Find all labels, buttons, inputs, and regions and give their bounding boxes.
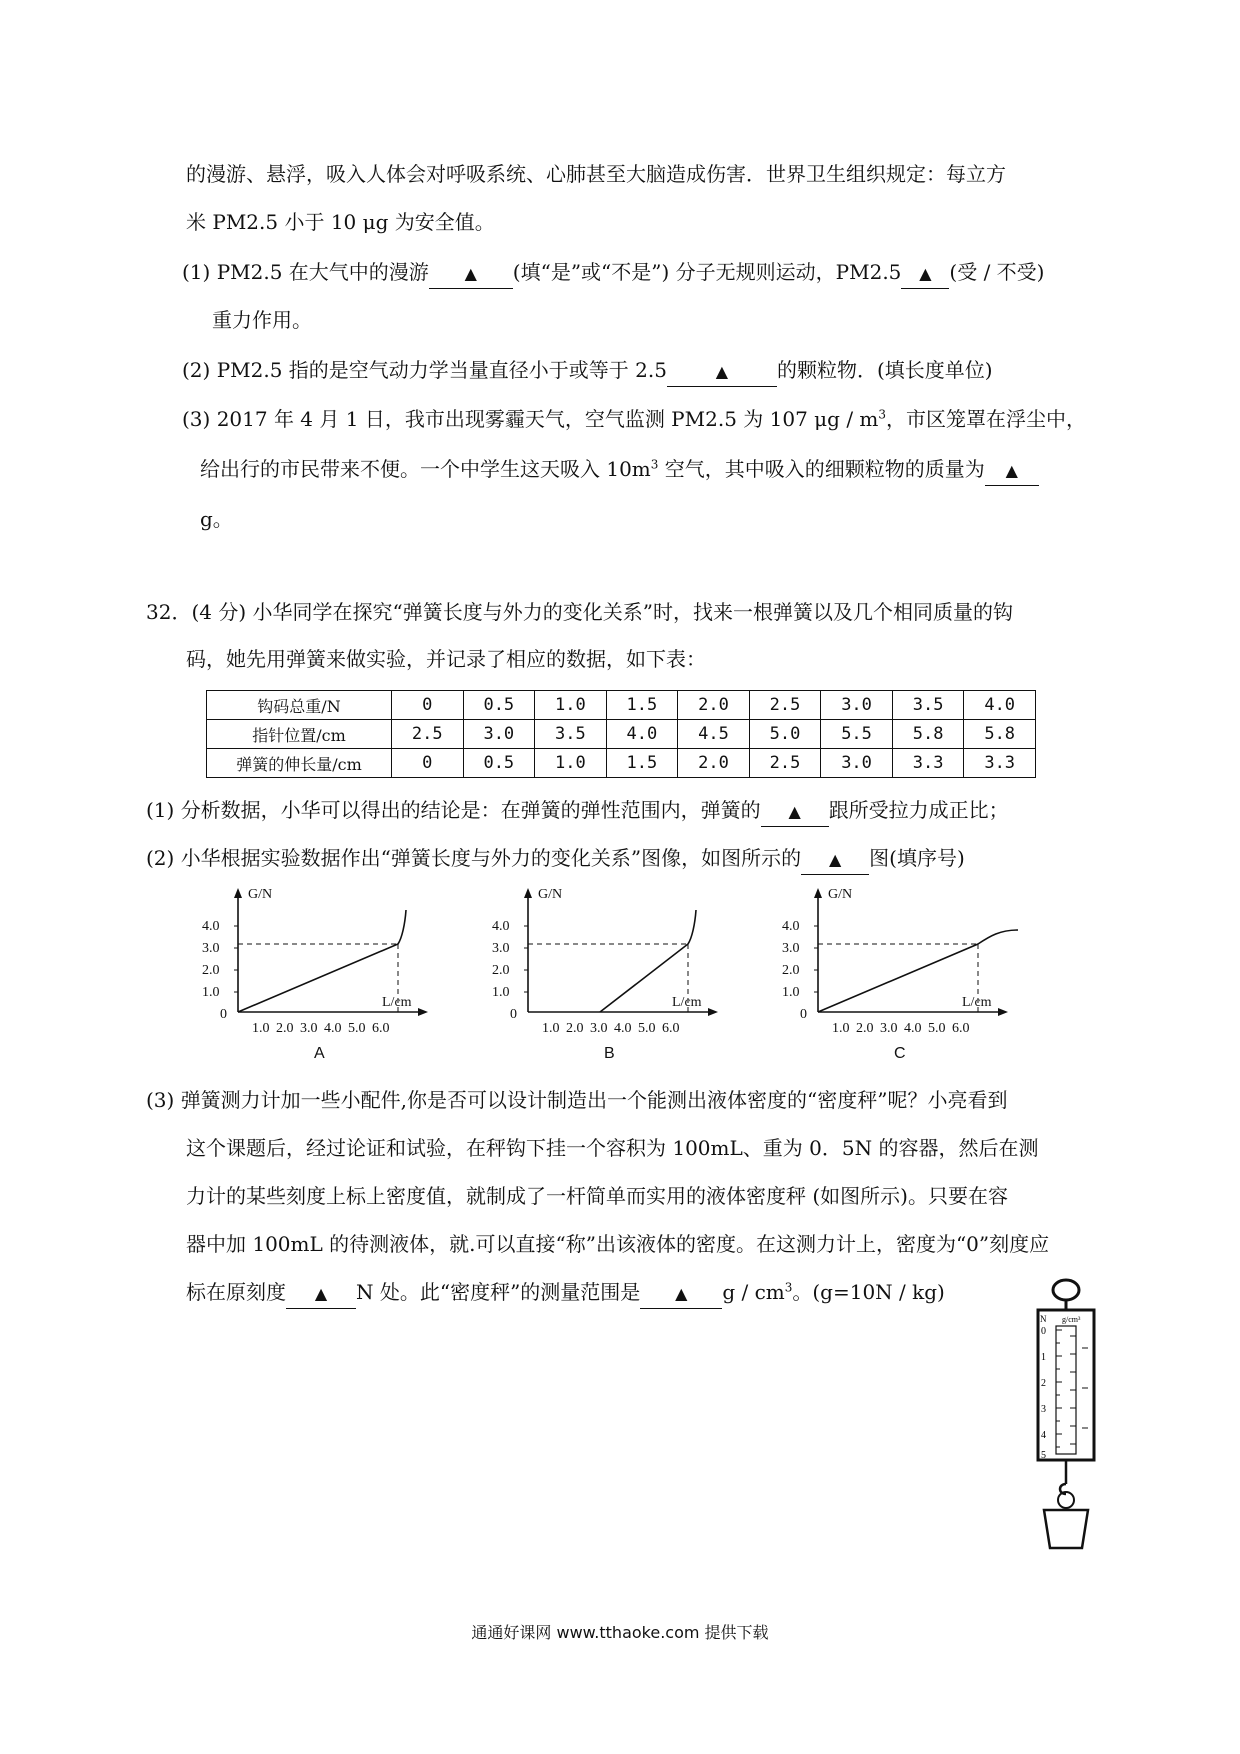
q32-part2-text-a: (2) 小华根据实验数据作出“弹簧长度与外力的变化关系”图像，如图所示的: [146, 846, 802, 870]
q32-blank-2[interactable]: [801, 844, 869, 875]
table-cell: 3.3: [964, 749, 1036, 778]
meter-scale-label: 2: [1041, 1378, 1046, 1389]
q32-intro-2: 码，她先用弹簧来做实验，并记录了相应的数据，如下表：: [186, 647, 706, 671]
q31-part2-text-b: 的颗粒物．(填长度单位): [776, 358, 993, 382]
table-cell: 1.0: [535, 691, 607, 720]
table-row: [207, 691, 1036, 720]
q32-blank-4[interactable]: [640, 1278, 722, 1309]
q32-part3-line5: [186, 1278, 945, 1309]
y-tick-label: 1.0: [492, 985, 510, 1000]
q32-part3-text-a: 标在原刻度: [186, 1280, 286, 1304]
meter-scale-label: 5: [1041, 1450, 1046, 1461]
row-header: 指针位置/cm: [207, 720, 392, 749]
table-cell: 0.5: [463, 691, 535, 720]
x-tick-label: 6.0: [952, 1021, 970, 1036]
table-cell: 2.5: [749, 749, 821, 778]
origin-label: 0: [800, 1007, 807, 1022]
origin-label: 0: [510, 1007, 517, 1022]
x-tick-label: 4.0: [324, 1021, 342, 1036]
q32-part3-line4: 器中加 100mL 的待测液体，就.可以直接“称”出该液体的密度。在这测力计上，密度为“0”刻度应: [186, 1232, 1050, 1256]
table-cell: 1.0: [535, 749, 607, 778]
y-tick-label: 4.0: [782, 919, 800, 934]
y-axis-label: G/N: [248, 887, 273, 902]
x-tick-label: 3.0: [590, 1021, 608, 1036]
graph-caption-a: A: [314, 1045, 325, 1062]
graph-a: [190, 882, 480, 1072]
y-axis-label: G/N: [538, 887, 563, 902]
x-tick-label: 6.0: [662, 1021, 680, 1036]
table-cell: 0: [392, 749, 464, 778]
y-tick-label: 2.0: [782, 963, 800, 978]
graph-b: [480, 882, 770, 1072]
y-axis-arrow-icon: [524, 888, 532, 898]
table-row: [207, 749, 1036, 778]
q32-intro-1: 32．(4 分) 小华同学在探究“弹簧长度与外力的变化关系”时，找来一根弹簧以及几个相同质量的钩: [146, 600, 1013, 624]
q31-part2-text-a: (2) PM2.5 指的是空气动力学当量直径小于或等于 2.5: [182, 358, 667, 382]
table-cell: 2.0: [678, 691, 750, 720]
x-axis-label: L/cm: [962, 995, 992, 1010]
q32-part3-line1: (3) 弹簧测力计加一些小配件,你是否可以设计制造出一个能测出液体密度的“密度秤”呢？小亮看到: [146, 1088, 1008, 1112]
graph-caption-c: C: [894, 1045, 906, 1062]
blank-triangle-icon: ▲: [919, 264, 932, 283]
x-axis-label: L/cm: [672, 995, 702, 1010]
table-cell: 3.5: [892, 691, 964, 720]
q31-part1-cont: 重力作用。: [212, 308, 312, 332]
table-cell: 3.0: [463, 720, 535, 749]
meter-scale-label: 4: [1041, 1430, 1046, 1441]
meter-scale-label: 3: [1041, 1404, 1046, 1415]
intro-line-1: 的漫游、悬浮，吸入人体会对呼吸系统、心肺甚至大脑造成伤害．世界卫生组织规定：每立方: [186, 162, 1006, 186]
q32-part1-text-a: (1) 分析数据，小华可以得出的结论是：在弹簧的弹性范围内，弹簧的: [146, 798, 761, 822]
q31-part3-line2: [200, 455, 1039, 486]
table-cell: 5.8: [964, 720, 1036, 749]
table-cell: 2.5: [392, 720, 464, 749]
x-tick-label: 3.0: [300, 1021, 318, 1036]
blank-triangle-icon: ▲: [1005, 461, 1018, 480]
q32-part3-sup: 3: [784, 1280, 793, 1295]
table-cell: 5.0: [749, 720, 821, 749]
table-cell: 5.8: [892, 720, 964, 749]
q31-part3-unit: g。: [200, 507, 233, 531]
graph-c: [770, 882, 1060, 1072]
x-axis-arrow-icon: [708, 1008, 718, 1016]
table-cell: 2.5: [749, 691, 821, 720]
y-tick-label: 2.0: [492, 963, 510, 978]
y-tick-label: 3.0: [492, 941, 510, 956]
q31-part3-text-a: (3) 2017 年 4 月 1 日，我市出现雾霾天气，空气监测 PM2.5 为 107 μg / m: [182, 407, 879, 431]
x-tick-label: 5.0: [928, 1021, 946, 1036]
blank-triangle-icon: ▲: [464, 264, 477, 283]
meter-scale-label: 0: [1041, 1326, 1046, 1337]
origin-label: 0: [220, 1007, 227, 1022]
q32-blank-3[interactable]: [286, 1278, 356, 1309]
q32-part1: [146, 796, 1009, 827]
q31-part3: [182, 405, 1086, 433]
table-cell: 3.3: [892, 749, 964, 778]
spring-data-table: [206, 690, 1036, 778]
q32-part3-text-d: 。(g=10N / kg): [792, 1280, 945, 1304]
q32-part3-line2: 这个课题后，经过论证和试验，在秤钩下挂一个容积为 100mL、重为 0．5N 的容器，然后在测: [186, 1136, 1039, 1160]
q31-part3-sup-a: 3: [878, 407, 887, 422]
q31-blank-3[interactable]: [667, 356, 777, 387]
q31-part1-text-a: (1) PM2.5 在大气中的漫游: [182, 260, 429, 284]
meter-scale-label: 1: [1041, 1352, 1046, 1363]
row-header: 弹簧的伸长量/cm: [207, 749, 392, 778]
q31-part1-text-c: (受 / 不受): [949, 260, 1045, 284]
table-cell: 1.5: [606, 691, 678, 720]
q32-part3-text-c: g / cm: [722, 1280, 785, 1304]
spring-curve-a: [238, 910, 406, 1012]
x-tick-label: 2.0: [566, 1021, 584, 1036]
q31-part3-sup-c: 3: [650, 457, 659, 472]
blank-triangle-icon: ▲: [675, 1284, 688, 1303]
q32-part2-text-b: 图(填序号): [869, 846, 965, 870]
y-tick-label: 4.0: [202, 919, 220, 934]
table-cell: 1.5: [606, 749, 678, 778]
y-tick-label: 1.0: [202, 985, 220, 1000]
meter-ticks: [1056, 1330, 1088, 1447]
y-tick-label: 4.0: [492, 919, 510, 934]
x-tick-label: 4.0: [614, 1021, 632, 1036]
x-axis-arrow-icon: [418, 1008, 428, 1016]
q32-part3-text-b: N 处。此“密度秤”的测量范围是: [356, 1280, 641, 1304]
x-axis-arrow-icon: [998, 1008, 1008, 1016]
q31-blank-4[interactable]: [985, 455, 1039, 486]
blank-triangle-icon: ▲: [314, 1284, 328, 1303]
table-cell: 2.0: [678, 749, 750, 778]
y-axis-label: G/N: [828, 887, 853, 902]
q32-part1-text-b: 跟所受拉力成正比；: [828, 798, 1009, 822]
q31-blank-1[interactable]: [429, 258, 513, 289]
q31-part1-text-b: (填“是”或“不是”) 分子无规则运动，PM2.5: [512, 260, 902, 284]
x-tick-label: 5.0: [638, 1021, 656, 1036]
y-tick-label: 1.0: [782, 985, 800, 1000]
table-cell: 3.0: [821, 749, 893, 778]
graph-caption-b: B: [604, 1045, 615, 1062]
y-tick-label: 2.0: [202, 963, 220, 978]
meter-right-unit: g/cm³: [1062, 1315, 1081, 1324]
q31-blank-2[interactable]: [901, 258, 949, 289]
x-tick-label: 2.0: [276, 1021, 294, 1036]
table-cell: 3.5: [535, 720, 607, 749]
table-row: [207, 720, 1036, 749]
intro-line-2: 米 PM2.5 小于 10 μg 为安全值。: [186, 210, 495, 234]
table-cell: 4.0: [964, 691, 1036, 720]
table-cell: 0.5: [463, 749, 535, 778]
q32-part3-line3: 力计的某些刻度上标上密度值，就制成了一杆简单而实用的液体密度秤 (如图所示)。只要在容: [186, 1184, 1008, 1208]
x-axis-label: L/cm: [382, 995, 412, 1010]
table-cell: 4.5: [678, 720, 750, 749]
table-cell: 4.0: [606, 720, 678, 749]
table-cell: 3.0: [821, 691, 893, 720]
x-tick-label: 4.0: [904, 1021, 922, 1036]
table-cell: 0: [392, 691, 464, 720]
density-meter-illustration: [1030, 1278, 1100, 1618]
row-header: 钩码总重/N: [207, 691, 392, 720]
y-tick-label: 3.0: [782, 941, 800, 956]
x-tick-label: 1.0: [542, 1021, 560, 1036]
q31-part3-text-b: ，市区笼罩在浮尘中，: [886, 407, 1087, 431]
q32-part2: [146, 844, 965, 875]
q31-part3-text-c: 给出行的市民带来不便。一个中学生这天吸入 10m: [200, 457, 651, 481]
x-tick-label: 1.0: [252, 1021, 270, 1036]
x-tick-label: 3.0: [880, 1021, 898, 1036]
x-tick-label: 2.0: [856, 1021, 874, 1036]
blank-triangle-icon: ▲: [828, 850, 842, 869]
blank-triangle-icon: ▲: [788, 802, 801, 821]
y-axis-arrow-icon: [234, 888, 242, 898]
q32-blank-1[interactable]: [761, 796, 829, 827]
x-tick-label: 1.0: [832, 1021, 850, 1036]
meter-ring-icon: [1053, 1280, 1079, 1300]
y-axis-arrow-icon: [814, 888, 822, 898]
page-footer: 通通好课网 www.tthaoke.com 提供下载: [471, 1623, 769, 1642]
q31-part3-text-d: 空气，其中吸入的细颗粒物的质量为: [658, 457, 985, 481]
table-cell: 5.5: [821, 720, 893, 749]
q31-part2: [182, 356, 993, 387]
blank-triangle-icon: ▲: [715, 362, 729, 381]
q31-part1: [182, 258, 1044, 289]
y-tick-label: 3.0: [202, 941, 220, 956]
x-tick-label: 5.0: [348, 1021, 366, 1036]
meter-body: [1038, 1310, 1094, 1460]
container-cup-icon: [1044, 1510, 1088, 1548]
x-tick-label: 6.0: [372, 1021, 390, 1036]
meter-left-unit: N: [1040, 1314, 1047, 1324]
